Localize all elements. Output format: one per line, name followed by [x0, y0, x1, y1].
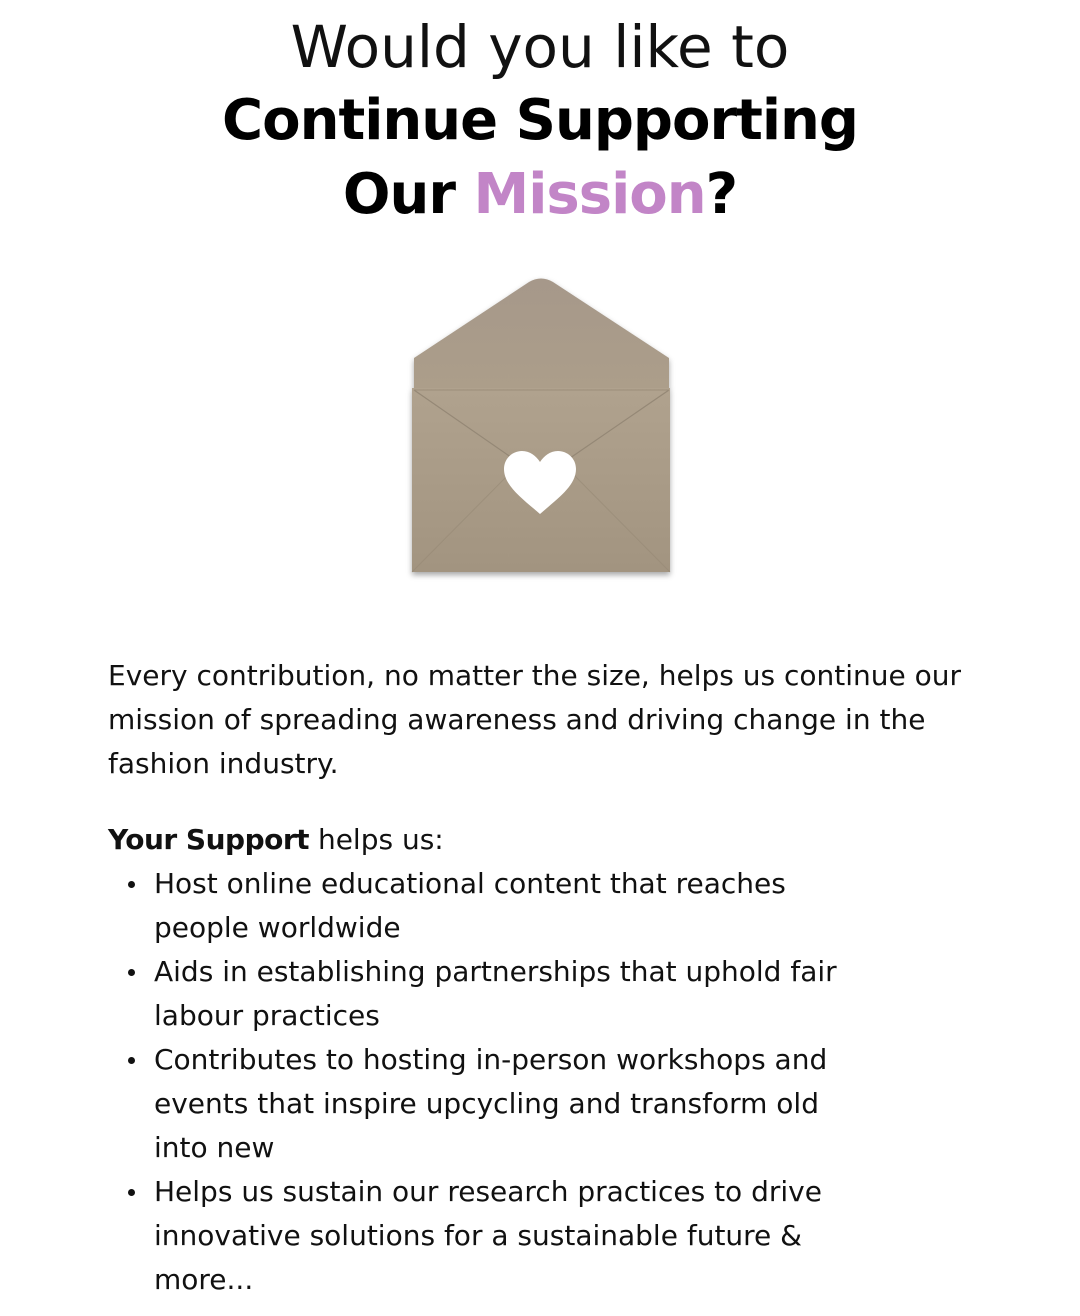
- headline-line-1: Would you like to: [290, 13, 790, 81]
- envelope-heart-icon: [405, 272, 677, 582]
- headline-line-2: Continue Supporting: [222, 88, 858, 153]
- headline-line-3: [0, 158, 1080, 232]
- support-heading-rest: helps us:: [309, 823, 444, 856]
- headline-accent-word: Mission: [473, 162, 706, 227]
- bullet-icon: [128, 1057, 135, 1064]
- bullet-icon: [128, 969, 135, 976]
- benefits-list: [108, 862, 874, 1302]
- list-item: [154, 1038, 874, 1170]
- list-item: [154, 1170, 874, 1302]
- list-item-text: Contributes to hosting in-person workshops and events that inspire upcycling and transform old into new: [154, 1043, 828, 1164]
- list-item: [154, 950, 874, 1038]
- list-item-text: Host online educational content that reaches people worldwide: [154, 867, 786, 944]
- list-item-text: Aids in establishing partnerships that uphold fair labour practices: [154, 955, 837, 1032]
- headline: [0, 10, 1080, 232]
- support-heading-bold: Your Support: [108, 823, 310, 856]
- headline-line-3-prefix: Our: [342, 162, 474, 227]
- list-item: [154, 862, 874, 950]
- support-heading: [108, 818, 968, 862]
- list-item-text: Helps us sustain our research practices to drive innovative solutions for a sustainable future & more...: [154, 1175, 822, 1296]
- bullet-icon: [128, 881, 135, 888]
- bullet-icon: [128, 1189, 135, 1196]
- headline-line-3-suffix: ?: [705, 162, 738, 227]
- intro-paragraph: Every contribution, no matter the size, helps us continue our mission of spreading awareness and driving change in the fashion industry.: [108, 659, 962, 780]
